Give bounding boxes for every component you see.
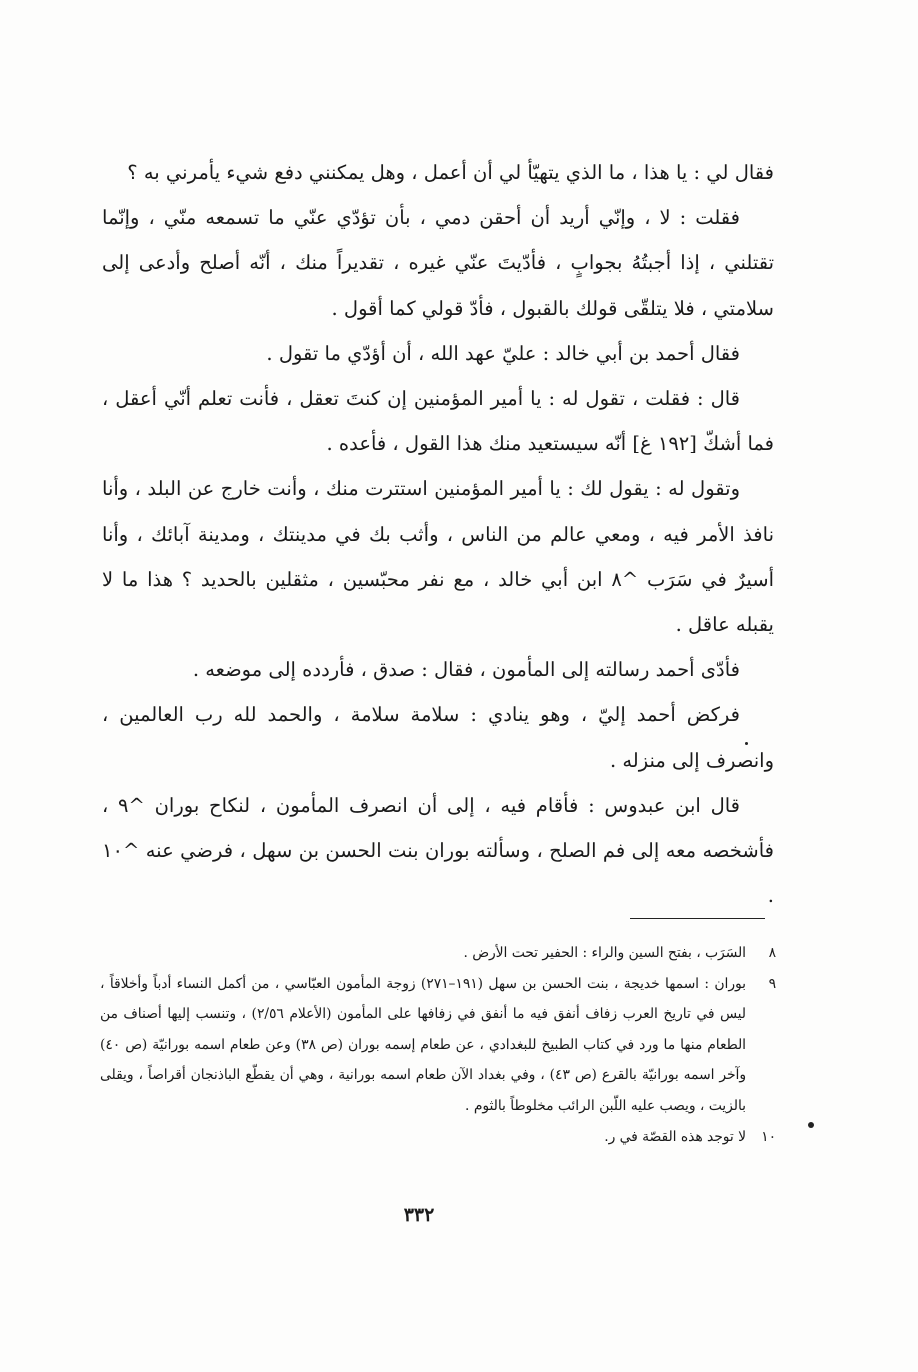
footnote <box>100 938 776 969</box>
ink-speck <box>745 742 748 745</box>
paragraph: فأدّى أحمد رسالته إلى المأمون ، فقال : صدق ، فأردده إلى موضعه . <box>192 658 740 682</box>
paragraph: فقال لي : يا هذا ، ما الذي يتهيّأ لي أن أعمل ، وهل يمكنني دفع شيء يأمرني به ؟ <box>127 161 774 184</box>
paragraph: فركض أحمد إليّ ، وهو ينادي : سلامة سلامة ، والحمد لله رب العالمين ، وانصرف إلى منزله . <box>102 703 774 772</box>
footnote <box>100 1122 776 1153</box>
footnote-divider <box>630 918 765 919</box>
paragraph: فقال أحمد بن أبي خالد : عليّ عهد الله ، أن أؤدّي ما تقول . <box>266 341 740 365</box>
footnote-number: ٨ <box>768 945 776 961</box>
page-number: ٣٣٢ <box>403 1204 435 1226</box>
main-text <box>102 150 774 918</box>
paragraph: وتقول له : يقول لك : يا أمير المؤمنين استترت منك ، وأنت خارج عن البلد ، وأنا نافذ الأمر فيه ، ومعي عالم من الناس ، وأثب بك في مدينتك ، ومدينة آبائك ، وأنا أسيرٌ في سَرَب ^٨ ابن أبي خالد ، مع نفر محبّسين ، مثقلين بالحديد ؟ هذا ما لا يقبله عاقل . <box>102 477 774 637</box>
footnote <box>100 969 776 1122</box>
ink-speck <box>808 1122 814 1128</box>
footnote-text: السَرَب ، بفتح السين والراء : الحفير تحت الأرض . <box>463 945 746 961</box>
footnote-text: لا توجد هذه القصّة في ر. <box>604 1128 746 1145</box>
paragraph: قال : فقلت ، تقول له : يا أمير المؤمنين إن كنتَ تعقل ، فأنت تعلم أنّي أعقل ، فما أشكّ [١٩٢ غ] أنّه سيستعيد منك هذا القول ، فأعده . <box>102 387 774 456</box>
paragraph: قال ابن عبدوس : فأقام فيه ، إلى أن انصرف المأمون ، لنكاح بوران ^٩ ، فأشخصه معه إلى فم الصلح ، وسألته بوران بنت الحسن بن سهل ، فرضي عنه ^١٠ . <box>102 793 774 908</box>
footnotes <box>100 938 776 1152</box>
footnote-number: ٩ <box>768 975 776 992</box>
footnote-text: بوران : اسمها خديجة ، بنت الحسن بن سهل (١٩١–٢٧١) زوجة المأمون العبّاسي ، من أكمل النساء أدباً وأخلاقاً ، ليس في تاريخ العرب زفاف أنفق فيه ما أنفق في زفافها على المأمون (الأعلام ٢/٥٦) ، وتنسب إليها أصناف من الطعام منها ما ورد في كتاب الطبيخ للبغدادي ، عن طعام إسمه بوران (ص ٣٨) وعن طعام اسمه بورانيّة (ص ٤٠) وآخر اسمه بورانيّة بالقرع (ص ٤٣) ، وفي بغداد الآن طعام اسمه بورانية ، وهي أن يقطّع الباذنجان أقراصاً ، ويقلى بالزيت ، ويصب عليه اللّبن الرائب مخلوطاً بالثوم . <box>100 975 747 1114</box>
footnote-number: ١٠ <box>761 1128 776 1145</box>
paragraph: فقلت : لا ، وإنّي أريد أن أحقن دمي ، بأن تؤدّي عنّي ما تسمعه منّي ، وإنّما تقتلني ، إذا أجبتُهُ بجوابٍ ، فأدّيتَ عنّي غيره ، تقديراً منك ، أنّه أصلح وأدعى إلى سلامتي ، فلا يتلقّى قولك بالقبول ، فأدّ قولي كما أقول . <box>102 206 774 320</box>
